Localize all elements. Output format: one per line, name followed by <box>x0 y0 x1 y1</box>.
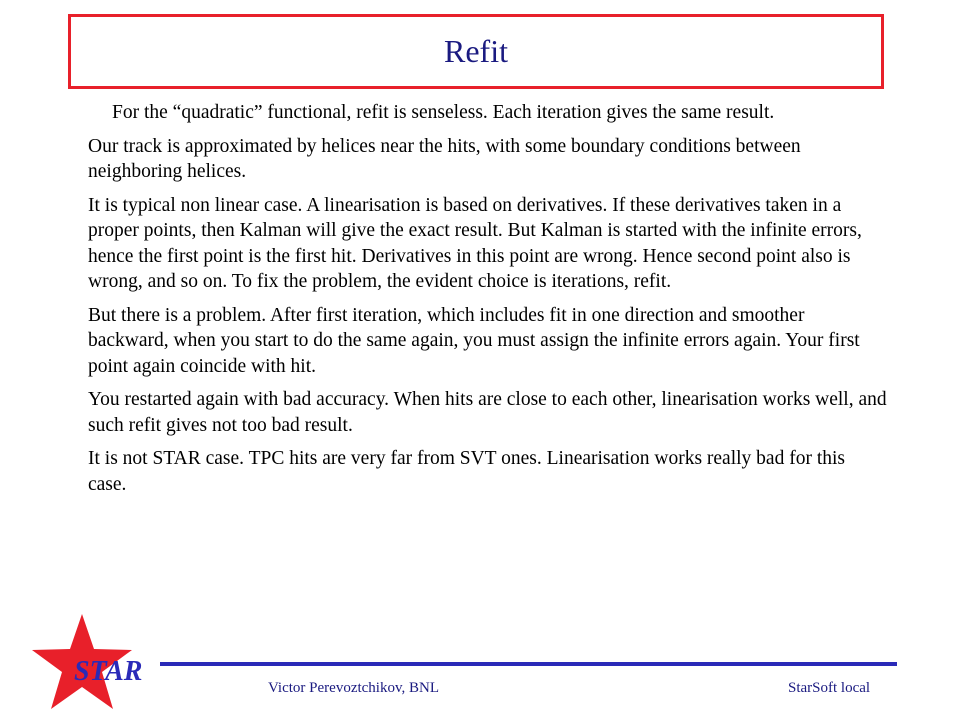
footer-label: StarSoft local <box>788 680 871 696</box>
title-box <box>68 14 884 89</box>
slide-title: Refit <box>444 33 508 69</box>
paragraph: Our track is approximated by helices near the hits, with some boundary conditions between neighboring helices. <box>88 135 801 182</box>
slide-body <box>88 100 888 505</box>
footer-author: Victor Perevoztchikov, BNL <box>268 680 439 696</box>
paragraph: It is typical non linear case. A linearisation is based on derivatives. If these derivatives taken in a proper points, then Kalman will give the exact result. But Kalman is started with the infinite errors, hence the first point is the first hit. Derivatives in this point are wrong. Hence second point also is wrong, and so on. To fix the problem, the evident choice is iterations, refit. <box>88 194 862 292</box>
paragraph: But there is a problem. After first iteration, which includes fit in one direction and smoother backward, when you start to do the same again, you must assign the infinite errors again. Your first point again coincide with hit. <box>88 304 860 377</box>
paragraph: For the “quadratic” functional, refit is senseless. Each iteration gives the same result. <box>112 102 775 123</box>
paragraph: You restarted again with bad accuracy. When hits are close to each other, linearisation works well, and such refit gives not too bad result. <box>88 389 887 436</box>
star-logo-text: STAR <box>74 656 143 687</box>
paragraph: It is not STAR case. TPC hits are very far from SVT ones. Linearisation works really bad for this case. <box>88 448 845 495</box>
footer-divider <box>160 662 897 666</box>
